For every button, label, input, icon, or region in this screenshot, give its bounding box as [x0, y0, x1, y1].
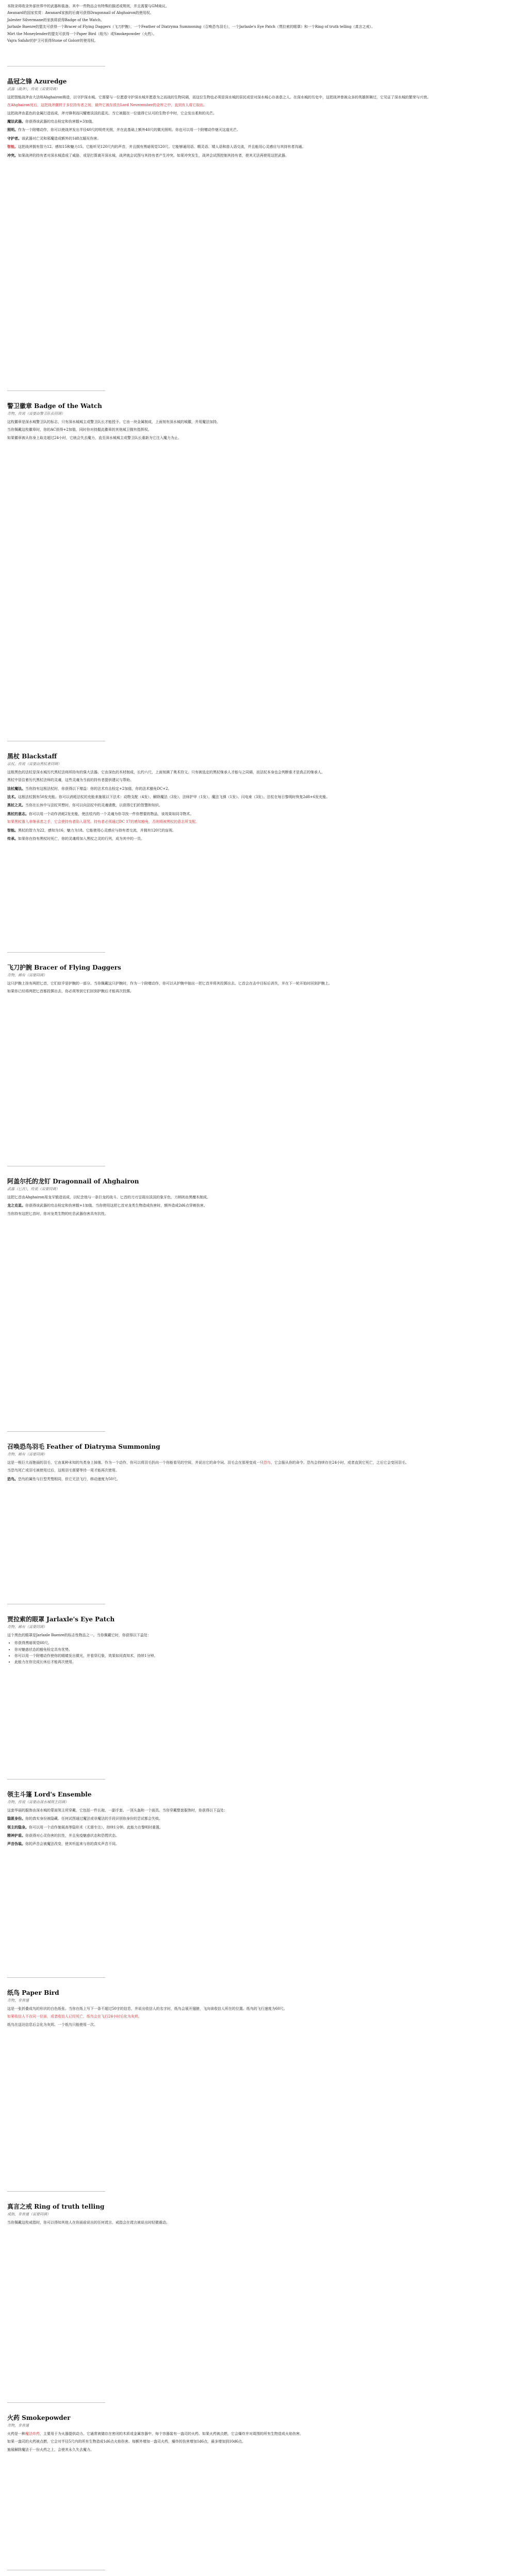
intro: [7, 4, 518, 46]
item-title: 黑杖 Blackstaff: [7, 753, 57, 760]
item-title: 真言之戒 Ring of truth telling: [7, 2203, 105, 2210]
item-title: 召唤恐鸟羽毛 Feather of Diatryma Summoning: [7, 1443, 160, 1450]
item-title: 晶冠之锋 Azuredge: [7, 78, 67, 85]
item-title: 火药 Smokepowder: [7, 2414, 71, 2421]
section-paragraph: 这套华丽的服饰由深水城的蒙面领主所穿戴，它包括一件长袍、一副手套、一顶头盔和一个面具。当你穿戴整套服饰时，你获得以下益处：: [7, 1808, 227, 1812]
section-paragraph: 当你持有这把匕首时，你对龙类生物的吐息武器伤害具有抗性。: [7, 1211, 108, 1216]
section-paragraph: 守护者。该武器对亡灵和邪魔造成额外的1d8点辐光伤害。: [7, 135, 101, 141]
highlighted-term[interactable]: 恐鸟: [263, 1460, 271, 1465]
section-paragraph: 如果你已经将两把匕首都投掷出去，你必须等到它们回到护腕后才能再次投掷。: [7, 989, 134, 994]
section-paragraph: 当你佩戴这枚戒指时，你可以得知其他人在你面前说出的任何谎言。戒指会在谎言被说出时轻微震动。: [7, 2220, 170, 2225]
item-section: [7, 752, 521, 845]
item-title: 警卫徽章 Badge of the Watch: [7, 402, 102, 410]
intro-paragraph: Awanard的国家奖赏：Awanard家族的后裔可获得Dragonnail of Ahghairon的使用权。: [7, 11, 154, 15]
section-paragraph: 在Ahghairon死后，这把战斧辗转于多位持有者之间，最终它被存放在Lord Neverember的金库之中，直到有人将它取出。: [7, 103, 207, 108]
paragraph-lead: 隐匿身份。: [7, 1816, 25, 1821]
section-paragraph: 智能。黑杖的智力为22，感知为16，魅力为18。它能使用心灵感应与持有者交流，并拥有120尺的盲视。: [7, 827, 176, 833]
item-meta: 奇物，传说（需要由警卫队长同调）: [7, 412, 65, 416]
paragraph-lead: 恐鸟。: [7, 1476, 18, 1481]
intro-paragraph: 本附录将收录外部世界中的武器和装备。其中一些物品会有特殊的描述或规则，并且需要与GM商议。: [7, 4, 169, 8]
paragraph-lead: 照明。: [7, 127, 18, 132]
section-paragraph: 照明。作为一个附赠动作，你可以使战斧发出半径40尺的明亮光照，并在此基础上额外40尺的微光照明。你也可以用一个附赠动作熄灭这道光芒。: [7, 127, 240, 132]
item-meta: 奇物，非普通: [7, 1998, 29, 2003]
intro-paragraph: Jarlaxle Baenre的盟友可获得一个Bracer of Flying Daggers（飞刀护腕），一个Feather of Diatryma Summoning（召唤恐鸟羽毛），一个Jarlaxle's Eye Patch（贾拉索的眼罩）和一个Ring of truth telling（真言之戒）。: [7, 25, 375, 29]
section-paragraph: 恐鸟。恐鸟的属性与巨型秃鹫相同，但它无法飞行，移动速度为50尺。: [7, 1476, 120, 1481]
section-divider: [7, 952, 105, 953]
section-paragraph: 传承。如果你在持有黑杖时死亡，你的灵魂将加入黑杖之灵的行列，成为其中的一员。: [7, 836, 144, 841]
section-divider: [7, 1431, 105, 1432]
section-paragraph: 声音伪装。你的声音会被魔法改变，使其听起来与你的真实声音不同。: [7, 1841, 119, 1846]
section-paragraph: 法术。这根法杖拥有50发充能。你可以消耗法杖的充能来施展以下法术：动物支配（4发）、解除魔法（3发）、法师护甲（1发）、魔法飞弹（1发）、闪电束（3发）。法杖在每日黎明时恢复2d8+6发充能。: [7, 794, 330, 799]
section-divider: [7, 1779, 105, 1780]
section-paragraph: 这是一张折叠成鸟的形状的白色纸张。当你在纸上写下一条不超过50字的信息，并说出收信人的名字时，纸鸟会展开翅膀，飞向该收信人所在的位置。纸鸟的飞行速度为60尺。: [7, 2006, 287, 2011]
paragraph-lead: 传承。: [7, 836, 18, 841]
section-paragraph: 如果收信人不在同一位面，或者收信人已经死亡，纸鸟会在飞行24小时后化为灰烬。: [7, 2014, 142, 2019]
item-meta: 武器（战斧），传说（需要同调）: [7, 87, 60, 92]
item-meta: 奇物，稀有（需要同调）: [7, 973, 47, 978]
item-section: [7, 1177, 521, 1219]
item-title: 纸鸟 Paper Bird: [7, 1989, 59, 1996]
section-paragraph: 当你佩戴这枚徽章时，你的AC获得+2加值，同时你对持握此徽章的其他城卫拥有指挥权。: [7, 428, 152, 432]
section-divider: [7, 2402, 105, 2403]
section-paragraph: 纸鸟在送达信息后会化为灰烬。一个纸鸟只能使用一次。: [7, 2022, 97, 2027]
list-item: • 你对魅惑状态的豁免检定具有优势。: [14, 1648, 521, 1652]
paragraph-lead: 智能。: [7, 827, 18, 833]
section-paragraph: 当恐鸟死亡或羽毛被使用过后，这根羽毛需要等待一周才能再次使用。: [7, 1468, 119, 1473]
section-paragraph: 火药是一种魔法炸药，主要用于为火器提供动力。它通常被储存在密闭的木质或金属容器中，每个容器装有一盎司的火药。如果火药被点燃，它会爆炸并对周围的所有生物造成火焰伤害。: [7, 2431, 303, 2436]
section-paragraph: 法杖魔法。当你持有这根法杖时，你获得以下增益：你的法术攻击检定+2加值，你的法术豁免DC+2。: [7, 786, 172, 791]
section-paragraph: 这把战斧由蓝色的金属打造而成，斧刃锋利而闪耀着淡淡的蓝光。当它被握在一位值得它认可的生物手中时，它会发出柔和的光芒。: [7, 111, 217, 115]
paragraph-lead: 声音伪装。: [7, 1841, 25, 1846]
section-paragraph: 如果黑杖落入非继承者之手，它会使持有者陷入诅咒。持有者必须通过DC 17的感知豁免，否则将被黑杖的意志所支配。: [7, 820, 200, 824]
intro-paragraph: Vajra Safahr的护卫可获得Stone of Golorr的使用权。: [7, 39, 98, 43]
item-meta: 奇物，稀有（需要同调）: [7, 1625, 47, 1630]
item-meta: 奇物，传说（需要由深水城领主同调）: [7, 1800, 69, 1805]
item-section: [7, 2202, 521, 2228]
section-paragraph: 如果徽章被从你身上取走超过24小时，它就会失去魔力，直至深水城城主或警卫队长重新为它注入魔力为止。: [7, 435, 182, 440]
paragraph-lead: 冲突。: [7, 152, 18, 158]
paragraph-lead: 魔法武器。: [7, 118, 25, 124]
section-paragraph: 这枚徽章是深水城警卫队的标志，只有深水城城主或警卫队长才能授予。它由一块金属制成，上面刻有深水城的城徽，并用魔法加持。: [7, 419, 220, 424]
section-divider: [7, 2191, 105, 2192]
item-title: 领主斗篷 Lord's Ensemble: [7, 1791, 92, 1798]
section-paragraph: 龙之克星。你获得该武器的攻击检定和伤害骰+1加值。当你使用这把匕首对龙类生物造成伤害时，额外造成2d6点穿刺伤害。: [7, 1203, 207, 1208]
item-section: [7, 1989, 521, 2030]
section-paragraph: 智能。这把战斧拥有智力12、感知15和魅力15。它能听见120尺内的声音，并且拥有黑暗视觉120尺。它能够通用语、精灵语、矮人语和兽人语交流，并且能用心灵感应与其持有者沟通。: [7, 144, 306, 149]
section-paragraph: 这把智能战斧由大法师Ahghairon铸造，以守护深水城。它需要与一位愿意守护深水城并愿意为之而战的生物同调，而这位生物也必须是深水城的居民或是对深水城心存善意之人。在深水城的历史中，这把战斧曾被众多的英雄挥舞过，它见证了深水城的繁荣与兴衰。: [7, 95, 431, 99]
section-paragraph: 施展解除魔法于一份火药之上，会使其永久失去魔力。: [7, 2447, 94, 2452]
section-divider: [7, 1977, 105, 1978]
paragraph-lead: 龙之克星。: [7, 1203, 25, 1208]
section-paragraph: 黑杖的意志。你可以用一个动作消耗2发充能，使法杖内的一个灵魂为你寻找一件你想要的物品，该效果如同寻物术。: [7, 811, 194, 816]
section-paragraph: 这是一根巨大而艳丽的羽毛，它由某种未知的鸟类身上掉落。作为一个动作，你可以将羽毛扔向一个你能看见的空间，并说出它的命令词。羽毛会在那里变成一只恐鸟，它会服从你的命令。恐鸟会持续存在24小时，或者直到它死亡，之后它会变回羽毛。: [7, 1460, 409, 1465]
item-section: [7, 1443, 521, 1485]
item-section: [7, 1790, 521, 1850]
item-meta: 法杖，传说（需要由黑杖者同调）: [7, 762, 61, 767]
section-paragraph: 冲突。如果战斧的持有者对深水城造成了威胁，或是打算离开深水城，战斧就会试图与其持有者产生冲突。如果冲突发生，战斧会试图控制其持有者，使其无法再使用这把武器。: [7, 152, 289, 158]
item-section: [7, 77, 521, 161]
paragraph-lead: 守护者。: [7, 135, 22, 141]
item-meta: 奇物，非普通: [7, 2424, 29, 2428]
section-paragraph: 黑杖中居住着历代黑杖法师的灵魂，这些灵魂为当前的持有者提供建议与帮助。: [7, 778, 134, 783]
item-meta: 武器（匕首），传说（需要同调）: [7, 1187, 60, 1192]
section-paragraph: 这把匕首由Ahghairon用龙牙锻造而成，以纪念他与一条巨龙的战斗。匕首的刀刃呈现出淡淡的象牙色，刀柄则由黑檀木制成。: [7, 1195, 211, 1199]
paragraph-lead: 法术。: [7, 794, 18, 799]
item-list: [7, 1641, 521, 1665]
list-item: • 你获得黑暗视觉60尺。: [14, 1641, 521, 1646]
item-section: [7, 963, 521, 997]
intro-paragraph: Jalester Silvermane的家族将获得Badge of the Watch。: [7, 18, 105, 22]
section-paragraph: 领主的隐身。你可以用一个动作施展高等隐形术（无需专注），持续1分钟。此能力在黎明时重置。: [7, 1824, 163, 1829]
section-paragraph: 精神护盾。你获得对心灵伤害的抗性，并且免疫魅惑状态和恐慌状态。: [7, 1833, 119, 1838]
item-title: 贾拉索的眼罩 Jarlaxle's Eye Patch: [7, 1616, 115, 1623]
section-paragraph: 如果一盎司的火药被点燃，它会对半径5尺内的所有生物造成1d6点火焰伤害。每额外增加一盎司火药，爆炸的伤害增加1d6点，最多增加到10d6点。: [7, 2439, 246, 2444]
item-meta: 奇物，稀有（需要同调）: [7, 1452, 47, 1457]
paragraph-lead: 精神护盾。: [7, 1833, 25, 1838]
item-section: [7, 1615, 521, 1668]
item-meta: 戒指，非普通（需要同调）: [7, 2212, 51, 2217]
paragraph-lead: 黑杖之灵。: [7, 803, 25, 808]
section-paragraph: 隐匿身份。你的真实身份被隐藏。任何试图通过魔法或非魔法的手段识别你身份的尝试都会失败。: [7, 1816, 162, 1821]
section-paragraph: 魔法武器。你获得该武器的攻击检定和伤害骰+3加值。: [7, 118, 96, 124]
item-section: [7, 402, 521, 444]
paragraph-lead: 智能。: [7, 144, 18, 149]
item-title: 飞刀护腕 Bracer of Flying Daggers: [7, 964, 121, 971]
intro-paragraph: Mirt the Moneylender的盟友可获得一个Paper Bird（纸鸟）或Smokepowder（火药）。: [7, 31, 157, 36]
paragraph-lead: 领主的隐身。: [7, 1824, 29, 1829]
paragraph-lead: 黑杖的意志。: [7, 811, 29, 816]
list-item: • 你可以用一个附赠动作使你的眼睛发出微光，并看穿幻象，效果如同真知术，持续1分钟。: [14, 1654, 521, 1658]
section-paragraph: 这只护腕上挂有两把匕首，它们似乎是护腕的一部分。当你佩戴这只护腕时，作为一个附赠动作，你可以从护腕中抽出一把匕首并将其投掷出去。匕首会在击中目标后消失，并在下一轮开始时回到护腕上。: [7, 981, 332, 986]
section-paragraph: 黑杖之灵。当你在长休中与法杖冥想时，你可以向法杖中的灵魂请教，以获得它们的智慧和知识。: [7, 803, 162, 808]
item-title: 阿盖尔托的龙钉 Dragonnail of Ahghairon: [7, 1178, 139, 1185]
list-item: • 此能力在你完成长休后才能再次使用。: [14, 1660, 521, 1665]
item-section: [7, 2414, 521, 2455]
section-paragraph: 这根黑色的法杖是深水城历代黑杖法师所持有的强大法器。它由深色的木材制成，长约六尺，上面刻满了奥术符文。只有被选定的黑杖继承人才能与之同调，而法杖本身也会判断谁才是真正的继承人。: [7, 770, 325, 774]
section-paragraph: 这个黑色的眼罩是Jarlaxle Baenre的标志性物品之一。当你佩戴它时，你获得以下益处：: [7, 1633, 151, 1637]
highlighted-term[interactable]: 魔法炸药: [25, 2431, 40, 2436]
paragraph-lead: 法杖魔法。: [7, 786, 25, 791]
